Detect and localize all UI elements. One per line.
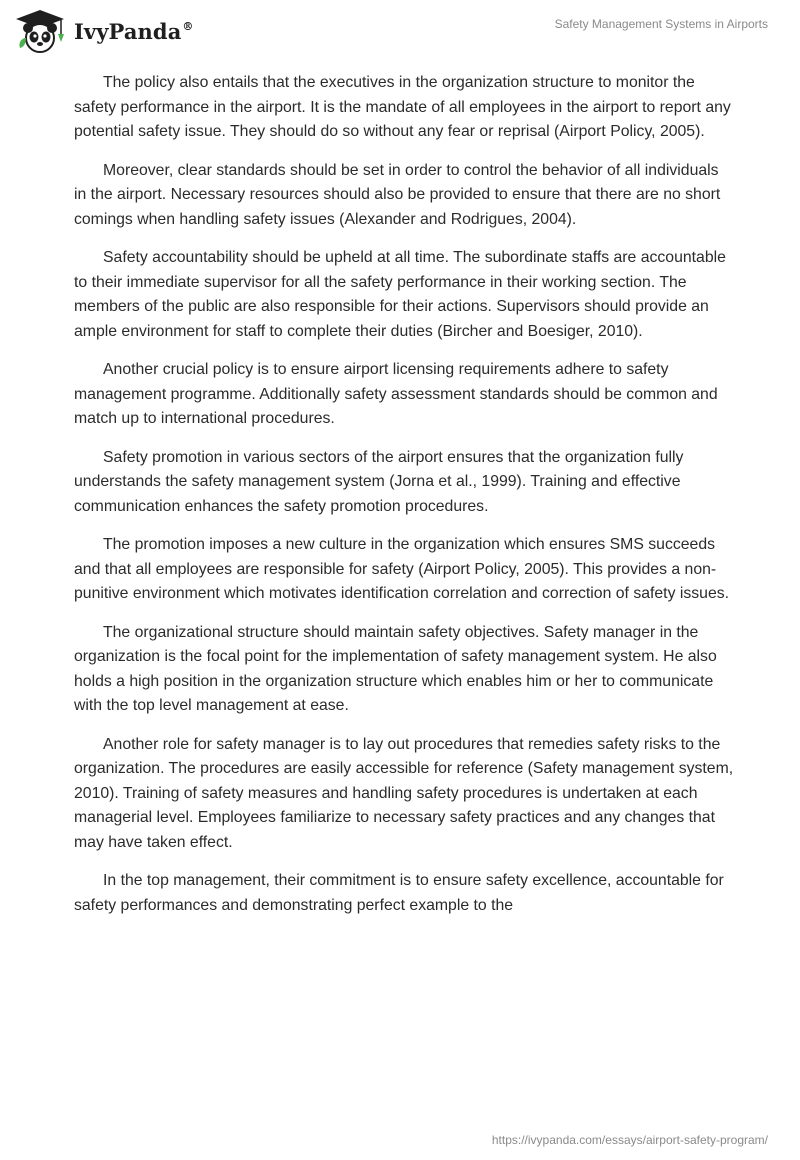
paragraph: Another crucial policy is to ensure airport licensing requirements adhere to safety management programme. Additionally safety assessment standards should be common and match up to international procedures. <box>74 361 718 427</box>
paragraph: The promotion imposes a new culture in the organization which ensures SMS succeeds and that all employees are responsible for safety (Airport Policy, 2005). This provides a non-punitive environment which motivates identification correlation and correction of safety issues. <box>74 536 730 602</box>
paragraph: In the top management, their commitment is to ensure safety excellence, accountable for safety performances and demonstrating perfect example to the <box>74 872 724 914</box>
registered-mark: ® <box>182 19 194 33</box>
source-url-link[interactable]: https://ivypanda.com/essays/airport-safety-program/ <box>491 1133 768 1147</box>
paragraph: Moreover, clear standards should be set in order to control the behavior of all individuals in the airport. Necessary resources should also be provided to ensure that there are no short comings when handling safety issues (Alexander and Rodrigues, 2004). <box>74 161 721 228</box>
paragraph: Another role for safety manager is to lay out procedures that remedies safety risks to the organization. The procedures are easily accessible for reference (Safety management system, 2010). Training of safety measures and handling safety procedures is undertaken at each managerial level. Employees familiarize to necessary safety practices and any changes that may have taken effect. <box>74 735 734 851</box>
paragraph: The policy also entails that the executives in the organization structure to monitor the safety performance in the airport. It is the mandate of all employees in the airport to report any potential safety issue. They should do so without any fear or reprisal (Airport Policy, 2005). <box>74 74 731 140</box>
ivypanda-logo[interactable] <box>14 8 194 54</box>
paragraph: The organizational structure should maintain safety objectives. Safety manager in the organization is the focal point for the implementation of safety management system. He also holds a high position in the organization structure which enables him or her to communicate with the top level management at ease. <box>74 623 717 714</box>
panda-graduate-icon <box>14 8 66 54</box>
essay-body <box>74 71 734 932</box>
paragraph: Safety promotion in various sectors of the airport ensures that the organization fully understands the safety management system (Jorna et al., 1999). Training and effective communication enhances the safety promotion procedures. <box>74 448 684 515</box>
paragraph: Safety accountability should be upheld at all time. The subordinate staffs are accountable to their immediate supervisor for all the safety performance in their working section. The members of the public are also responsible for their actions. Supervisors should provide an ample environment for staff to complete their duties (Bircher and Boesiger, 2010). <box>74 249 726 340</box>
page-header <box>0 0 800 60</box>
document-title: Safety Management Systems in Airports <box>554 17 768 31</box>
brand-name: IvyPanda® <box>74 18 194 44</box>
